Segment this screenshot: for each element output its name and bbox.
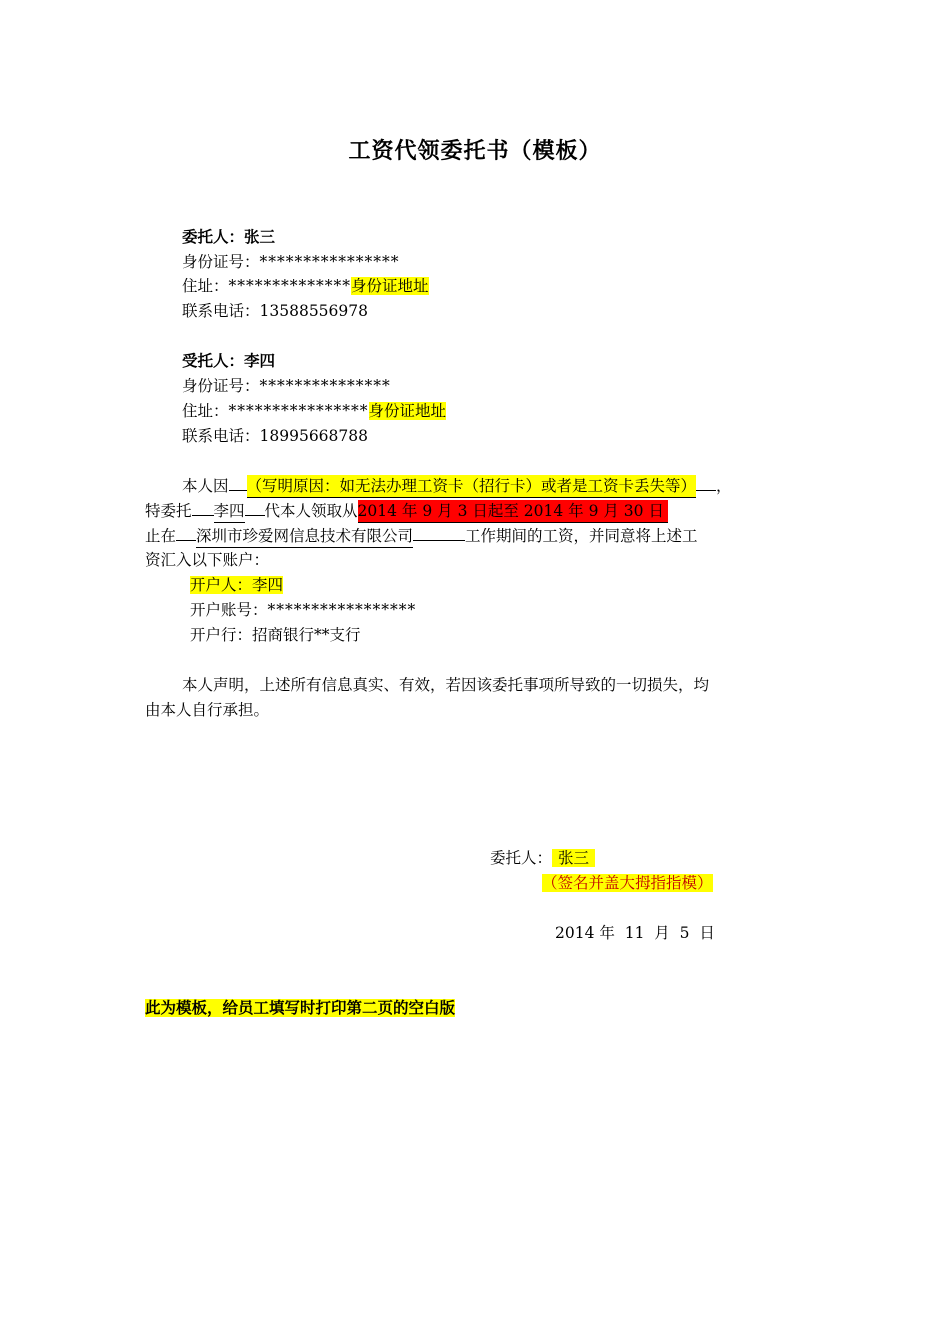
agent-address-line xyxy=(182,400,446,422)
signature-instruction-line xyxy=(542,872,713,894)
principal-phone-label: 联系电话： xyxy=(182,302,260,320)
template-note: 此为模板，给员工填写时打印第二页的空白版 xyxy=(145,999,456,1017)
account-holder: 开户人：李四 xyxy=(190,576,284,594)
body-agent-name: 李四 xyxy=(214,500,245,523)
agent-phone-value: 18995668788 xyxy=(259,427,368,445)
body-reason-prefix: 本人因 xyxy=(182,477,229,495)
account-holder-line xyxy=(190,574,283,596)
agent-id-value: *************** xyxy=(259,377,391,395)
principal-phone-value: 13588556978 xyxy=(259,302,368,320)
agent-phone-label: 联系电话： xyxy=(182,427,260,445)
body-line-3 xyxy=(145,524,698,548)
body-period: 2014 年 9 月 3 日起至 2014 年 9 月 30 日 xyxy=(358,500,668,523)
blank-underline xyxy=(245,499,265,516)
template-note-line xyxy=(145,997,455,1019)
principal-address-value: ************** xyxy=(228,277,352,295)
principal-heading: 委托人：张三 xyxy=(182,228,276,246)
signature-line xyxy=(490,847,595,869)
blank-underline xyxy=(176,524,196,541)
principal-address-label: 住址： xyxy=(182,277,229,295)
agent-id-line xyxy=(182,375,391,397)
agent-address-hint: 身份证地址 xyxy=(368,402,447,420)
body-reason: （写明原因：如无法办理工资卡（招行卡）或者是工资卡丢失等） xyxy=(247,475,697,498)
agent-phone-line xyxy=(182,425,368,447)
signature-instruction: （签名并盖大拇指指模） xyxy=(542,874,713,892)
agent-id-label: 身份证号： xyxy=(182,377,260,395)
signature-date: 2014 年 11 月 5 日 xyxy=(555,924,715,942)
principal-id-line xyxy=(182,251,400,273)
principal-phone-line xyxy=(182,300,368,322)
body-line-4: 资汇入以下账户： xyxy=(145,551,270,569)
principal-id-label: 身份证号： xyxy=(182,253,260,271)
blank-underline xyxy=(413,524,465,541)
body-company: 深圳市珍爱网信息技术有限公司 xyxy=(196,525,413,548)
body-company-suffix: 工作期间的工资，并同意将上述工 xyxy=(465,527,698,545)
declaration-line-1: 本人声明，上述所有信息真实、有效，若因该委托事项所导致的一切损失，均 xyxy=(182,676,710,694)
blank-underline xyxy=(192,499,214,516)
body-entrust-mid: 代本人领取从 xyxy=(264,502,358,520)
agent-address-value: **************** xyxy=(228,402,369,420)
principal-address-line xyxy=(182,275,429,297)
principal-id-value: **************** xyxy=(259,253,400,271)
account-bank: 开户行：招商银行**支行 xyxy=(190,626,361,644)
blank-underline xyxy=(696,474,716,491)
signature-label: 委托人： xyxy=(490,849,553,867)
declaration-line-2: 由本人自行承担。 xyxy=(145,701,270,719)
body-entrust-prefix: 特委托 xyxy=(145,502,192,520)
account-number-line xyxy=(190,599,416,621)
body-line-2 xyxy=(145,499,668,523)
document-title: 工资代领委托书（模板） xyxy=(348,139,602,164)
body-comma: ， xyxy=(716,477,732,495)
principal-address-hint: 身份证地址 xyxy=(351,277,429,295)
agent-address-label: 住址： xyxy=(182,402,229,420)
agent-heading: 受托人：李四 xyxy=(182,352,276,370)
body-company-prefix: 止在 xyxy=(145,527,177,545)
blank-underline xyxy=(229,474,247,491)
signature-name: 张三 xyxy=(552,849,595,867)
body-line-1 xyxy=(182,474,732,498)
account-number-label: 开户账号： xyxy=(190,601,268,619)
account-number-value: ***************** xyxy=(267,601,417,619)
